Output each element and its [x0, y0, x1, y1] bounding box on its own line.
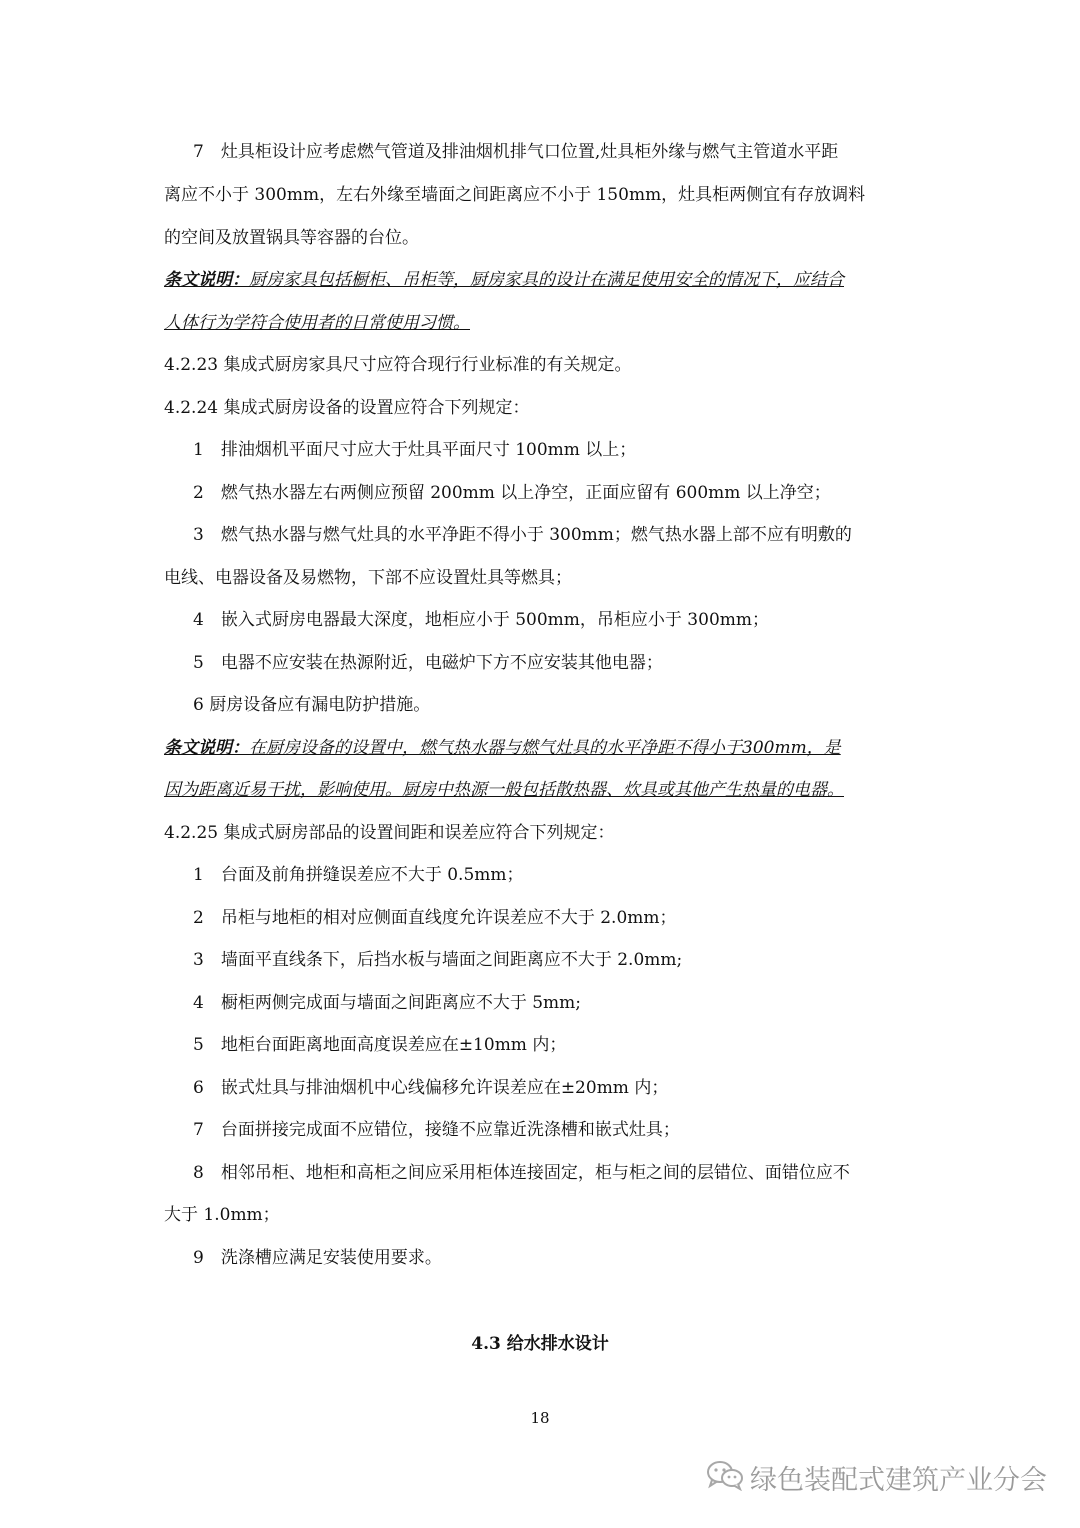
- list-item: 3 墙面平直线条下，后挡水板与墙面之间距离应不大于 2.0mm;: [193, 950, 683, 970]
- clause-note-text: 厨房家具包括橱柜、吊柜等，厨房家具的设计在满足使用安全的情况下，应结合: [249, 270, 844, 290]
- clause-note-text: 在厨房设备的设置中，燃气热水器与燃气灶具的水平净距不得小于300mm，是: [249, 738, 841, 758]
- list-item: 5 电器不应安装在热源附近，电磁炉下方不应安装其他电器；: [193, 653, 663, 673]
- list-item: 6 厨房设备应有漏电防护措施。: [193, 695, 431, 715]
- section-4-2-23: 4.2.23 集成式厨房家具尺寸应符合现行行业标准的有关规定。: [164, 355, 632, 375]
- wechat-icon: [706, 1459, 744, 1495]
- clause-note-2-cont: 因为距离近易干扰，影响使用。厨房中热源一般包括散热器、炊具或其他产生热量的电器。: [164, 780, 844, 800]
- clause-note-1: [164, 268, 924, 292]
- clause-note-2: [164, 736, 924, 760]
- list-item: 1 排油烟机平面尺寸应大于灶具平面尺寸 100mm 以上；: [193, 440, 637, 460]
- section-4-2-25: 4.2.25 集成式厨房部品的设置间距和误差应符合下列规定：: [164, 823, 615, 843]
- item-7-line: 7 灶具柜设计应考虑燃气管道及排油烟机排气口位置,灶具柜外缘与燃气主管道水平距: [193, 142, 839, 162]
- list-item: 2 燃气热水器左右两侧应预留 200mm 以上净空，正面应留有 600mm 以上净空；: [193, 483, 831, 503]
- watermark-text: 绿色装配式建筑产业分会: [750, 1464, 1047, 1496]
- list-item: 9 洗涤槽应满足安装使用要求。: [193, 1248, 442, 1268]
- watermark: [706, 1457, 1047, 1497]
- list-item: 3 燃气热水器与燃气灶具的水平净距不得小于 300mm；燃气热水器上部不应有明敷的: [193, 525, 852, 545]
- list-item: 4 嵌入式厨房电器最大深度，地柜应小于 500mm，吊柜应小于 300mm；: [193, 610, 769, 630]
- section-4-2-24: 4.2.24 集成式厨房设备的设置应符合下列规定：: [164, 398, 530, 418]
- list-item-cont: 电线、电器设备及易燃物，下部不应设置灶具等燃具；: [164, 568, 572, 588]
- clause-note-label: 条文说明：: [164, 270, 249, 290]
- list-item: 8 相邻吊柜、地柜和高柜之间应采用柜体连接固定，柜与柜之间的层错位、面错位应不: [193, 1163, 850, 1183]
- list-item: 6 嵌式灶具与排油烟机中心线偏移允许误差应在±20mm 内；: [193, 1078, 669, 1098]
- list-item: 2 吊柜与地柜的相对应侧面直线度允许误差应不大于 2.0mm；: [193, 908, 677, 928]
- list-item: 4 橱柜两侧完成面与墙面之间距离应不大于 5mm;: [193, 993, 582, 1013]
- list-item-cont: 大于 1.0mm；: [164, 1205, 280, 1225]
- item-7-line-2: 离应不小于 300mm，左右外缘至墙面之间距离应不小于 150mm，灶具柜两侧宜有存放调料: [164, 185, 866, 205]
- list-item: 5 地柜台面距离地面高度误差应在±10mm 内；: [193, 1035, 567, 1055]
- page-number: 18: [530, 1409, 550, 1427]
- clause-note-label: 条文说明：: [164, 738, 249, 758]
- section-heading: 4.3 给水排水设计: [471, 1334, 609, 1354]
- item-7-line-3: 的空间及放置锅具等容器的台位。: [164, 228, 419, 248]
- list-item: 7 台面拼接完成面不应错位，接缝不应靠近洗涤槽和嵌式灶具；: [193, 1120, 680, 1140]
- clause-note-1-cont: 人体行为学符合使用者的日常使用习惯。: [164, 313, 470, 333]
- list-item: 1 台面及前角拼缝误差应不大于 0.5mm；: [193, 865, 524, 885]
